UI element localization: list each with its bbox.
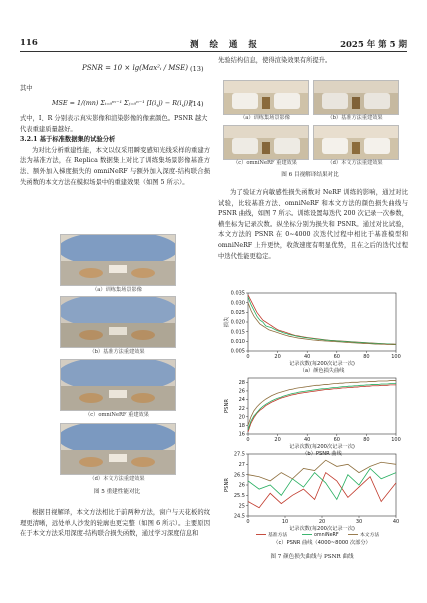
x-tick-label: 20 bbox=[274, 354, 281, 360]
x-tick-label: 80 bbox=[363, 437, 370, 443]
y-tick-label: 0.015 bbox=[230, 329, 245, 336]
fig5-title: 图 5 重建性能对比 bbox=[93, 489, 141, 495]
mse-equation: MSE = 1/(mn) Σᵢ₌₀ᵐ⁻¹ Σⱼ₌₀ⁿ⁻¹ [I(i,j) − R(i,j)]² bbox=[52, 99, 194, 107]
fig6-caption-c: （c）omniNeRF 重建效果 bbox=[233, 160, 297, 166]
y-tick-label: 28 bbox=[238, 380, 245, 387]
fig6-image-b bbox=[313, 80, 399, 115]
plot-frame bbox=[248, 378, 396, 434]
issue-info: 2025 年 第 5 期 bbox=[340, 40, 407, 50]
chart-caption: （a）颜色损失曲线 bbox=[299, 368, 345, 374]
y-tick-label: 25.5 bbox=[233, 493, 245, 500]
x-axis-label: 记录次数(每200次记录一次) bbox=[289, 526, 355, 532]
y-tick-label: 26 bbox=[238, 482, 245, 489]
fig6-caption-d: （d）本文方法重建效果 bbox=[327, 160, 383, 166]
x-tick-label: 10 bbox=[281, 519, 289, 525]
y-tick-label: 22 bbox=[238, 405, 245, 412]
fig6-image-d bbox=[313, 125, 399, 160]
x-tick-label: 40 bbox=[304, 354, 311, 360]
x-tick-label: 40 bbox=[304, 437, 311, 443]
x-tick-label: 0 bbox=[246, 519, 250, 525]
plot-frame bbox=[248, 293, 396, 351]
x-tick-label: 100 bbox=[391, 354, 401, 360]
y-tick-label: 16 bbox=[238, 431, 245, 438]
chart-caption: （c）PSNR 曲线（4000~8000 次部分） bbox=[273, 540, 371, 546]
x-tick-label: 100 bbox=[391, 437, 401, 443]
section-heading: 3.2.1 基于标准数据集的试验分析 bbox=[20, 136, 116, 144]
paragraph: 先验结构信息，使得渲染效果有所提升。 bbox=[218, 57, 332, 64]
paragraph: 式中，I、R 分别表示真实影像和渲染影像的像素颜色。PSNR 越大代表重建质量越好。 bbox=[20, 115, 208, 133]
y-tick-label: 18 bbox=[238, 423, 245, 430]
x-tick-label: 20 bbox=[318, 519, 326, 525]
legend-label: 基准方法 bbox=[268, 533, 288, 538]
x-tick-label: 40 bbox=[392, 519, 400, 525]
y-tick-label: 20 bbox=[238, 414, 245, 421]
y-axis-label: 损失 bbox=[224, 316, 230, 328]
y-tick-label: 0.005 bbox=[230, 348, 245, 355]
y-tick-label: 24 bbox=[238, 397, 245, 404]
y-tick-label: 25 bbox=[238, 503, 245, 510]
left-text-block-2 bbox=[20, 508, 210, 540]
y-tick-label: 0.020 bbox=[230, 319, 245, 326]
y-axis-label: PSNR bbox=[224, 399, 230, 413]
y-tick-label: 0.035 bbox=[230, 290, 245, 297]
y-tick-label: 24.5 bbox=[233, 513, 245, 520]
psnr-zoom-chart bbox=[222, 451, 402, 551]
y-tick-label: 26.5 bbox=[233, 472, 245, 479]
chart-caption: （b）PSNR 曲线 bbox=[302, 451, 342, 457]
x-tick-label: 60 bbox=[333, 437, 340, 443]
series-line-1 bbox=[248, 468, 396, 499]
fig6-image-c bbox=[223, 125, 309, 160]
loss-curve-chart bbox=[222, 290, 402, 376]
header-rule bbox=[20, 51, 407, 52]
y-tick-label: 26 bbox=[238, 388, 245, 395]
fig5-image-b bbox=[60, 296, 176, 348]
x-axis-label: 记录次数(每200次记录一次) bbox=[289, 444, 355, 450]
right-text-block-1 bbox=[218, 56, 408, 67]
journal-name: 测 绘 通 报 bbox=[190, 40, 261, 50]
x-tick-label: 0 bbox=[246, 354, 250, 360]
x-tick-label: 80 bbox=[363, 354, 370, 360]
page-header bbox=[20, 38, 407, 50]
left-text-block-1 bbox=[20, 114, 210, 188]
paragraph: 为了验证方向敏感性损失函数对 NeRF 训练的影响，通过对比试验，比较基准方法、omniNeRF 和本文方法的颜色损失曲线与 PSNR 曲线，如图 7 所示。训练设置每迭代 200 次记录一次参数，横坐标为记录次数。纵坐标分别为损失和 PSNR。通过对比试验，本文方法的 PSNR 在 0~4000 次迭代过程中相比于基准模型和 omniNeRF 上升更快，收敛速度有明显优势，且在之后的迭代过程中迭代性能更稳定。 bbox=[218, 189, 408, 260]
y-tick-label: 0.030 bbox=[230, 300, 245, 307]
fig6-image-a bbox=[223, 80, 309, 115]
fig6-caption-a: （a）训练集场景影像 bbox=[240, 115, 290, 121]
x-axis-label: 记录次数(每200次记录一次) bbox=[289, 361, 355, 367]
page-number: 116 bbox=[20, 38, 38, 48]
psnr-equation: PSNR = 10 × lg(Max²ᵢ / MSE) bbox=[82, 64, 189, 72]
series-line-1 bbox=[248, 384, 396, 430]
equation-number-14: (14) bbox=[190, 100, 204, 108]
x-tick-label: 30 bbox=[355, 519, 363, 525]
y-tick-label: 27.5 bbox=[233, 451, 245, 458]
x-tick-label: 0 bbox=[246, 437, 250, 443]
right-text-block-2 bbox=[218, 188, 408, 262]
series-line-2 bbox=[248, 303, 396, 345]
psnr-curve-chart bbox=[222, 375, 402, 459]
fig5-caption-c: （c）omniNeRF 重建效果 bbox=[85, 412, 149, 418]
y-tick-label: 27 bbox=[238, 462, 245, 469]
fig5-caption-a: （a）训练集场景影像 bbox=[92, 287, 142, 293]
fig5-caption-d: （d）本文方法重建效果 bbox=[89, 476, 145, 482]
y-axis-label: PSNR bbox=[224, 478, 230, 492]
x-tick-label: 60 bbox=[333, 354, 340, 360]
series-line-0 bbox=[248, 385, 396, 432]
x-tick-label: 20 bbox=[274, 437, 281, 443]
fig5-caption-b: （b）基准方法重建效果 bbox=[89, 349, 145, 355]
y-tick-label: 0.010 bbox=[230, 339, 245, 346]
y-tick-label: 0.025 bbox=[230, 310, 245, 317]
fig6-caption-b: （b）基准方法重建效果 bbox=[327, 115, 383, 121]
fig5-image-d bbox=[60, 423, 176, 475]
qizhong-label: 其中 bbox=[20, 85, 33, 92]
fig7-title: 图 7 颜色损失曲线与 PSNR 曲线 bbox=[270, 554, 354, 560]
series-line-2 bbox=[248, 460, 396, 481]
fig5-image-a bbox=[60, 234, 176, 286]
paragraph: 为对比分析重建性能，本文以仅采用瞬变感知光线采样的重建方法为基准方法，在 Replica 数据集上对比了训练集场景影像基准方法、额外加入梯度损失的 omniNeRF 与额外加入深度-结构联合损失函数的本文方法在模拟场景中的重建效果（如图 5 所示）。 bbox=[20, 146, 210, 186]
legend-label: omniNeRF bbox=[314, 533, 339, 538]
series-line-0 bbox=[248, 473, 396, 508]
fig6-title: 图 6 目视解译结果对比 bbox=[281, 172, 339, 178]
fig5-image-c bbox=[60, 359, 176, 411]
legend-label: 本文方法 bbox=[360, 533, 380, 538]
paragraph: 根据目视解译，本文方法相比于前两种方法，窗户与天花板的纹理更清晰，远处单人沙发的轮廓也更完整（如图 6 所示）。主要原因在于本文方法采用深度-结构联合损失函数，通过学习深度信息和 bbox=[20, 509, 210, 538]
series-line-0 bbox=[248, 295, 396, 344]
series-line-1 bbox=[248, 297, 396, 344]
equation-number-13: (13) bbox=[190, 65, 204, 73]
